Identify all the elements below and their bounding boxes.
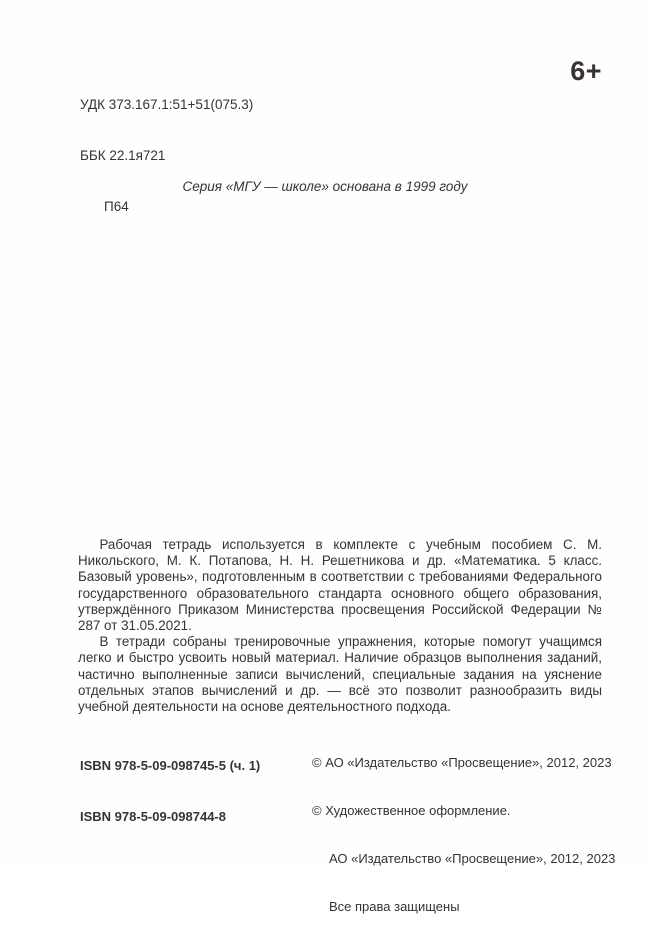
isbn-line-2: ISBN 978-5-09-098744-8 bbox=[80, 809, 226, 824]
isbn-block bbox=[80, 723, 260, 859]
author-sign-line: П64 bbox=[104, 199, 129, 214]
annotation-block bbox=[78, 537, 602, 715]
udk-line: УДК 373.167.1:51+51(075.3) bbox=[80, 97, 254, 112]
bbk-line: ББК 22.1я721 bbox=[80, 148, 166, 163]
copyright-line-3: АО «Издательство «Просвещение», 2012, 2023 bbox=[329, 851, 616, 866]
annotation-paragraph-1: Рабочая тетрадь используется в комплекте с учебным пособием С. М. Никольского, М. К. Потапова, Н. Н. Решетникова и др. «Математика. 5 класс. Базовый уровень», подготовленным в соответствии с требованиями Федерального государственного образовательного стандарта основного общего образования, утверждённого Приказом Министерства просвещения Российской Федерации № 287 от 31.05.2021. bbox=[78, 537, 602, 634]
annotation-paragraph-2: В тетради собраны тренировочные упражнения, которые помогут учащимся легко и быстро усвоить новый материал. Наличие образцов выполнения заданий, частично выполненные записи вычислений, специальные задания на уяснение отдельных этапов вычислений и др. — всё это позволит разнообразить виды учебной деятельности на основе деятельностного подхода. bbox=[78, 634, 602, 715]
copyright-line-2: © Художественное оформление. bbox=[312, 803, 511, 818]
copyright-line-1: © АО «Издательство «Просвещение», 2012, 2023 bbox=[312, 755, 612, 770]
age-rating-badge: 6+ bbox=[570, 56, 602, 86]
series-note: Серия «МГУ — школе» основана в 1999 году bbox=[182, 179, 468, 194]
isbn-line-1: ISBN 978-5-09-098745-5 (ч. 1) bbox=[80, 758, 261, 773]
copyright-line-4: Все права защищены bbox=[329, 899, 460, 914]
bibliographic-codes bbox=[80, 62, 253, 249]
copyright-block bbox=[312, 723, 615, 947]
